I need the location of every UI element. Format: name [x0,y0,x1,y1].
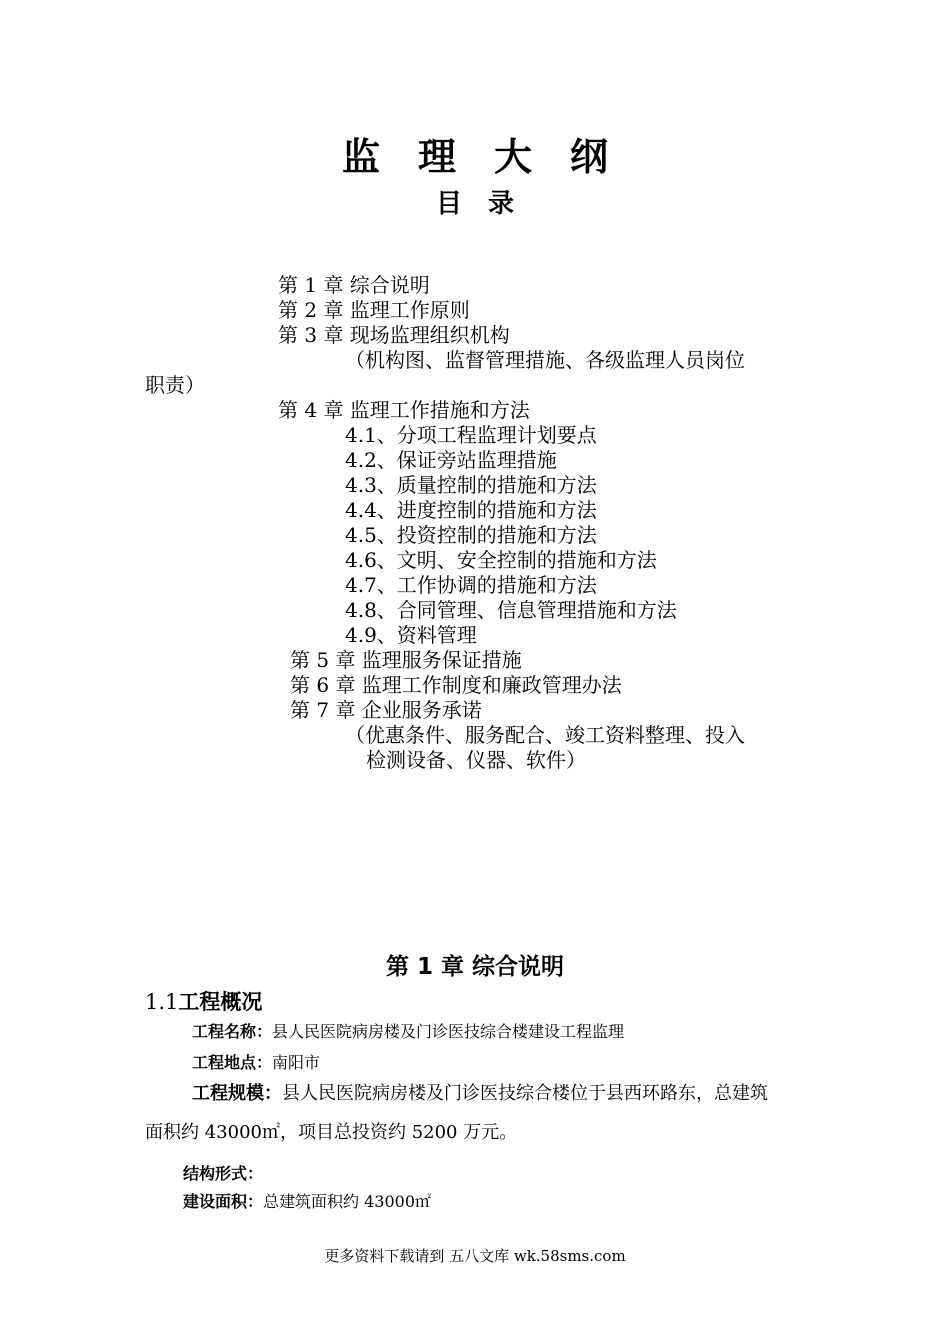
structure-line [183,1163,263,1185]
section-title: 工程概况 [178,990,263,1014]
toc-subitem: 4.2、保证旁站监理措施 [345,448,557,472]
toc-item: 第 6 章 监理工作制度和廉政管理办法 [290,673,622,697]
section-heading [145,986,262,1016]
area-label: 建设面积： [183,1192,264,1211]
toc-subitem: 4.3、质量控制的措施和方法 [345,473,597,497]
scale-investment: ，项目总投资约 5200 万元。 [279,1122,518,1143]
toc-heading: 目录 [435,189,540,219]
footer-note: 更多资料下载请到 五八文库 wk.58sms.com [324,1247,626,1265]
toc-item-note: 检测设备、仪器、软件） [366,748,586,772]
scale-label: 工程规模： [192,1083,282,1104]
chapter-heading: 第 1 章 综合说明 [385,954,565,980]
scale-text: 县人民医院病房楼及门诊医技综合楼位于县西环路东，总建筑 [282,1083,768,1104]
scale-line [192,1083,768,1105]
toc-item: 第 2 章 监理工作原则 [278,298,470,322]
scale-area: 面积约 43000㎡ [145,1122,280,1143]
area-line [183,1191,431,1213]
toc-subitem: 4.7、工作协调的措施和方法 [345,573,597,597]
toc-subitem: 4.5、投资控制的措施和方法 [345,523,597,547]
toc-item-note: （机构图、监督管理措施、各级监理人员岗位 [345,348,745,372]
location-label: 工程地点： [192,1053,273,1072]
location-value: 南阳市 [272,1053,321,1072]
scale-line-continued [145,1122,517,1144]
toc-subitem: 4.1、分项工程监理计划要点 [345,423,597,447]
toc-subitem: 4.6、文明、安全控制的措施和方法 [345,548,657,572]
toc-item: 第 3 章 现场监理组织机构 [278,323,510,347]
location-line [192,1052,320,1074]
toc-subitem: 4.4、进度控制的措施和方法 [345,498,597,522]
toc-item-note: （优惠条件、服务配合、竣工资料整理、投入 [345,723,745,747]
toc-item-note: 职责） [145,373,205,397]
project-name-label: 工程名称： [192,1022,273,1041]
toc-item: 第 1 章 综合说明 [278,273,430,297]
document-title: 监理大纲 [341,134,646,179]
section-number: 1.1 [145,990,179,1014]
toc-item: 第 4 章 监理工作措施和方法 [278,398,530,422]
project-name-line [192,1021,624,1043]
toc-item: 第 5 章 监理服务保证措施 [290,648,522,672]
toc-subitem: 4.9、资料管理 [345,623,477,647]
project-name-value: 县人民医院病房楼及门诊医技综合楼建设工程监理 [272,1022,625,1041]
toc-subitem: 4.8、合同管理、信息管理措施和方法 [345,598,677,622]
toc-item: 第 7 章 企业服务承诺 [290,698,482,722]
structure-label: 结构形式： [183,1164,264,1183]
area-value: 总建筑面积约 43000㎡ [263,1192,432,1211]
